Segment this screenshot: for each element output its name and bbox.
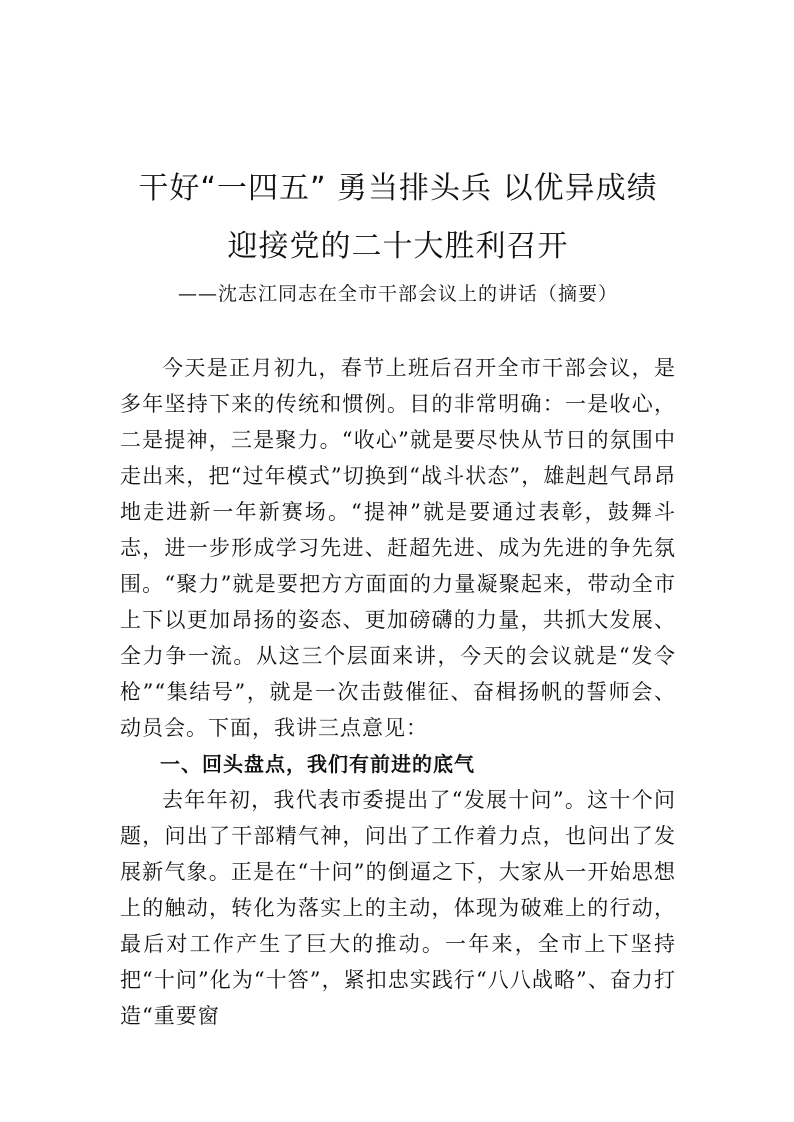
paragraph-intro: 今天是正月初九，春节上班后召开全市干部会议，是多年坚持下来的传统和惯例。目的非常明确：一是收心，二是提神，三是聚力。“收心”就是要尽快从节日的氛围中走出来，把“过年模式”切换到“战斗状态”，雄赳赳气昂昂地走进新一年新赛场。“提神”就是要通过表彰，鼓舞斗志，进一步形成学习先进、赶超先进、成为先进的争先氛围。“聚力”就是要把方方面面的力量凝聚起来，带动全市上下以更加昂扬的姿态、更加磅礴的力量，共抓大发展、全力争一流。从这三个层面来讲，今天的会议就是“发令枪”“集结号”，就是一次击鼓催征、奋楫扬帆的誓师会、动员会。下面，我讲三点意见： — [120, 356, 676, 740]
title-line-2: 迎接党的二十大胜利召开 — [227, 229, 569, 264]
section-heading-1: 一、回头盘点，我们有前进的底气 — [160, 752, 475, 776]
title-line-1: 干好“一四五” 勇当排头兵 以优异成绩 — [138, 171, 658, 206]
subtitle: ——沈志江同志在全市干部会议上的讲话（摘要） — [177, 283, 618, 305]
paragraph-section-1: 去年年初，我代表市委提出了“发展十问”。这十个问题，问出了干部精气神，问出了工作着力点，也问出了发展新气象。正是在“十问”的倒逼之下，大家从一开始思想上的触动，转化为落实上的主动，体现为破难上的行动，最后对工作产生了巨大的推动。一年来，全市上下坚持把“十问”化为“十答”，紧扣忠实践行“八八战略”、奋力打造“重要窗 — [120, 788, 676, 1028]
